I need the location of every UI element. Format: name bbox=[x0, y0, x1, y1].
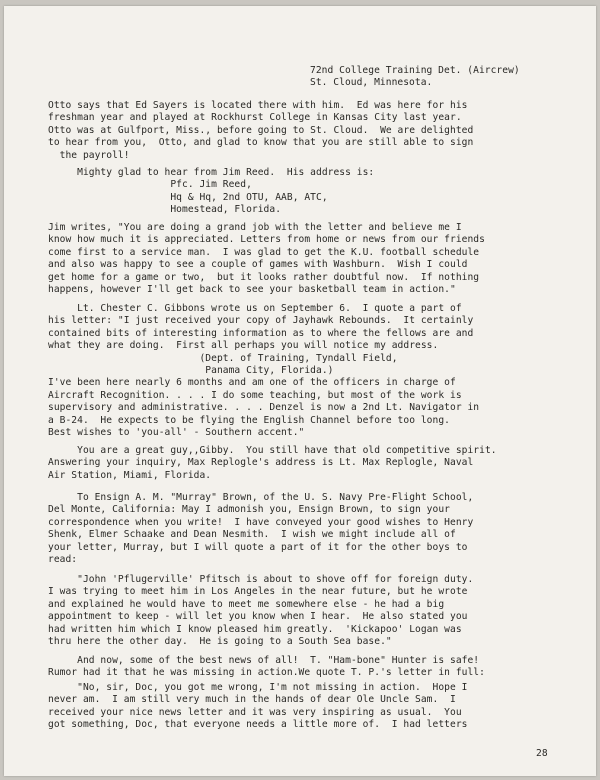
text-line: (Dept. of Training, Tyndall Field, bbox=[48, 352, 398, 364]
text-line: happens, however I'll get back to see your basketball team in action." bbox=[48, 283, 456, 295]
paragraph-hunter-news bbox=[48, 655, 485, 680]
letter-page bbox=[4, 6, 596, 776]
text-line: a B-24. He expects to be flying the English Channel before too long. bbox=[48, 414, 450, 426]
text-line: come first to a service man. I was glad to get the K.U. football schedule bbox=[48, 246, 480, 258]
text-line: Shenk, Elmer Schaake and Dean Nesmith. I wish we might include all of bbox=[48, 529, 456, 541]
text-line: Mighty glad to hear from Jim Reed. His address is: bbox=[48, 167, 375, 178]
text-line: St. Cloud, Minnesota. bbox=[310, 77, 433, 89]
paragraph-pfitsch-quote bbox=[48, 574, 473, 648]
text-line: Hq & Hq, 2nd OTU, AAB, ATC, bbox=[48, 191, 328, 203]
text-line: received your nice news letter and it was very inspiring as usual. You bbox=[48, 706, 462, 718]
text-line: I've been here nearly 6 months and am one of the officers in charge of bbox=[48, 377, 456, 389]
text-line: and explained he would have to meet me somewhere else - he had a big bbox=[48, 598, 445, 610]
text-line: read: bbox=[48, 553, 78, 565]
text-line: correspondence when you write! I have conveyed your good wishes to Henry bbox=[48, 516, 474, 528]
text-line: Del Monte, California: May I admonish you, Ensign Brown, to sign your bbox=[48, 504, 450, 516]
text-line: to hear from you, Otto, and glad to know that you are still able to sign bbox=[48, 137, 474, 149]
text-line: Aircraft Recognition. . . . I do some teaching, but most of the work is bbox=[48, 389, 462, 401]
text-line: Answering your inquiry, Max Replogle's address is Lt. Max Replogle, Naval bbox=[48, 457, 474, 469]
text-line: your letter, Murray, but I will quote a part of it for the other boys to bbox=[48, 541, 468, 553]
text-line: "No, sir, Doc, you got me wrong, I'm not missing in action. Hope I bbox=[48, 682, 468, 693]
text-line: Lt. Chester C. Gibbons wrote us on September 6. I quote a part of bbox=[48, 303, 462, 314]
text-line: freshman year and played at Rockhurst College in Kansas City last year. bbox=[48, 112, 462, 124]
text-line: "John 'Pflugerville' Pfitsch is about to shove off for foreign duty. bbox=[48, 574, 474, 585]
text-line: what they are doing. First all perhaps you will notice my address. bbox=[48, 340, 439, 352]
text-line: You are a great guy,,Gibby. You still have that old competitive spirit. bbox=[48, 445, 497, 456]
text-line: Pfc. Jim Reed, bbox=[48, 179, 252, 191]
paragraph-ensign-brown bbox=[48, 492, 473, 566]
letterhead-address bbox=[310, 65, 520, 90]
text-line: Homestead, Florida. bbox=[48, 204, 282, 216]
text-line: 72nd College Training Det. (Aircrew) bbox=[310, 65, 520, 76]
page-number: 28 bbox=[536, 748, 548, 759]
text-line: get home for a game or two, but it looks rather doubtful now. If nothing bbox=[48, 271, 480, 283]
text-line: contained bits of interesting information as to where the fellows are and bbox=[48, 327, 474, 339]
text-line: Jim writes, "You are doing a grand job with the letter and believe me I bbox=[48, 222, 462, 233]
paragraph-jim-reed-address bbox=[48, 167, 374, 217]
text-line: appointment to keep - will let you know when I hear. He also stated you bbox=[48, 611, 468, 623]
paragraph-jim-reed-quote bbox=[48, 222, 485, 296]
text-line: his letter: "I just received your copy of Jayhawk Rebounds. It certainly bbox=[48, 315, 474, 327]
text-line: I was trying to meet him in Los Angeles in the near future, but he wrote bbox=[48, 586, 468, 598]
text-line: Panama City, Florida.) bbox=[48, 364, 334, 376]
text-line: supervisory and administrative. . . . Denzel is now a 2nd Lt. Navigator in bbox=[48, 402, 480, 414]
text-line: Rumor had it that he was missing in action.We quote T. P.'s letter in full: bbox=[48, 667, 485, 679]
text-line: had written him which I know pleased him greatly. 'Kickapoo' Logan was bbox=[48, 623, 462, 635]
text-line: Best wishes to 'you-all' - Southern accent." bbox=[48, 426, 305, 438]
text-line: and also was happy to see a couple of games with Washburn. Wish I could bbox=[48, 259, 468, 271]
text-line: know how much it is appreciated. Letters from home or news from our friends bbox=[48, 234, 485, 246]
text-line: the payroll! bbox=[48, 149, 130, 161]
text-line: thru here the other day. He is going to a South Sea base." bbox=[48, 635, 392, 647]
paragraph-otto-sayers bbox=[48, 100, 473, 162]
text-line: never am. I am still very much in the hands of dear Ole Uncle Sam. I bbox=[48, 694, 456, 706]
paragraph-hunter-letter bbox=[48, 682, 467, 732]
text-line: got something, Doc, that everyone needs a little more of. I had letters bbox=[48, 719, 468, 731]
text-line: Otto was at Gulfport, Miss., before going to St. Cloud. We are delighted bbox=[48, 124, 474, 136]
text-line: Otto says that Ed Sayers is located there with him. Ed was here for his bbox=[48, 100, 468, 111]
paragraph-gibbons-letter bbox=[48, 303, 479, 439]
text-line: And now, some of the best news of all! T. "Ham-bone" Hunter is safe! bbox=[48, 655, 480, 666]
text-line: To Ensign A. M. "Murray" Brown, of the U. S. Navy Pre-Flight School, bbox=[48, 492, 474, 503]
paragraph-gibby-reply bbox=[48, 445, 497, 482]
text-line: Air Station, Miami, Florida. bbox=[48, 469, 212, 481]
